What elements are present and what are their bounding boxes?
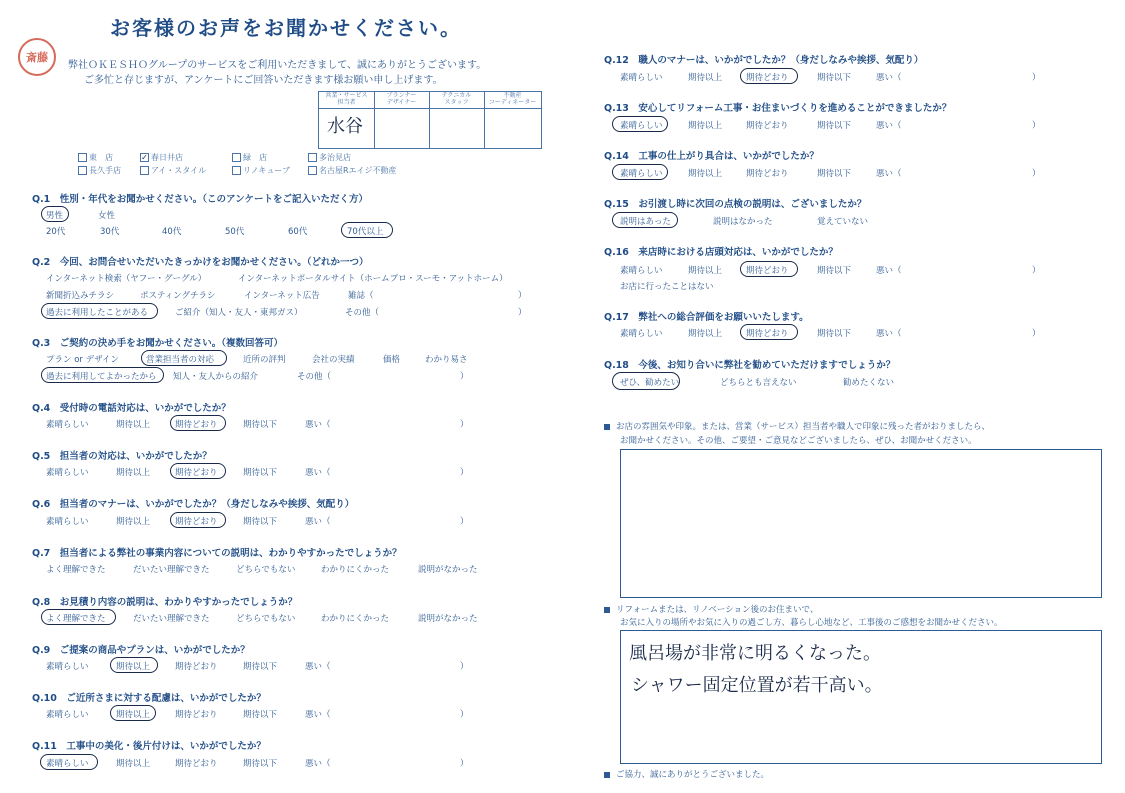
page-title: お客様のお声をお聞かせください。 (110, 16, 462, 40)
q4-selection-mark (170, 415, 226, 431)
store-kasugai: ✓ 春日井店 (141, 153, 183, 162)
q11-option-above[interactable]: 期待以上 (116, 759, 151, 769)
q2-option-web-ad[interactable]: インターネット広告 (244, 291, 320, 301)
q9-bad-close: ） (460, 662, 469, 672)
q16-bad-close: ） (1032, 266, 1041, 276)
q18-option-neutral[interactable]: どちらとも言えない (720, 378, 797, 388)
q7-option-understood[interactable]: よく理解できた (46, 565, 106, 575)
q14-option-bad[interactable]: 悪い（ (876, 169, 902, 179)
q2-option-past-use[interactable]: 過去に利用したことがある (46, 308, 149, 318)
q18-option-not-recommend[interactable]: 勧めたくない (843, 378, 895, 388)
q5-selection-mark (170, 463, 226, 479)
q1-option-female[interactable]: 女性 (98, 211, 116, 221)
q1-option-male[interactable]: 男性 (46, 211, 64, 221)
q7-option-unclear[interactable]: わかりにくかった (321, 565, 390, 575)
q11-selection-mark (40, 754, 98, 770)
q16-option-excellent[interactable]: 素晴らしい (620, 266, 663, 276)
question-10: Q.10 ご近所さまに対する配慮は、いかがでしたか？ (32, 693, 266, 704)
q10-option-above[interactable]: 期待以上 (116, 710, 151, 720)
q6-option-bad[interactable]: 悪い（ (305, 517, 331, 527)
question-17: Q.17 弊社への総合評価をお願いいたします。 (604, 312, 809, 323)
question-13: Q.13 安心してリフォーム工事・お住まいづくりを進めることができましたか？ (604, 103, 952, 114)
q4-option-above[interactable]: 期待以上 (116, 420, 151, 430)
q10-option-excellent[interactable]: 素晴らしい (46, 710, 89, 720)
q13-option-bad[interactable]: 悪い（ (876, 121, 902, 131)
q13-option-excellent[interactable]: 素晴らしい (620, 121, 663, 131)
question-12: Q.12 職人のマナーは、いかがでしたか？（身だしなみや挨拶、気配り） (604, 55, 924, 66)
q6-bad-close: ） (460, 517, 469, 527)
q6-option-excellent[interactable]: 素晴らしい (46, 517, 89, 527)
q13-option-as-expected[interactable]: 期待どおり (746, 121, 789, 131)
staff-table (318, 91, 542, 149)
q9-option-as-expected[interactable]: 期待どおり (175, 662, 218, 672)
q3-selection-mark-2 (41, 367, 164, 383)
q5-option-bad[interactable]: 悪い（ (305, 468, 331, 478)
q9-option-excellent[interactable]: 素晴らしい (46, 662, 89, 672)
q11-option-below[interactable]: 期待以下 (243, 759, 278, 769)
q1-option-40s[interactable]: 40代 (162, 227, 182, 237)
q3-option-clarity[interactable]: わかり易さ (425, 355, 468, 365)
q4-option-below[interactable]: 期待以下 (243, 420, 278, 430)
q10-option-bad[interactable]: 悪い（ (305, 710, 331, 720)
comment-prompt-2b: お気に入りの場所やお気に入りの過ごし方、暮らし心地など、工事後のご感想をお聞かせください。 (620, 618, 1003, 628)
q10-selection-mark (110, 705, 156, 721)
q10-option-as-expected[interactable]: 期待どおり (175, 710, 218, 720)
q16-option-above[interactable]: 期待以上 (688, 266, 723, 276)
q3-option-sales-rep[interactable]: 営業担当者の対応 (146, 355, 215, 365)
q14-option-excellent[interactable]: 素晴らしい (620, 169, 663, 179)
question-11: Q.11 工事中の美化・後片付けは、いかがでしたか？ (32, 741, 266, 752)
q6-option-below[interactable]: 期待以下 (243, 517, 278, 527)
q18-selection-mark (612, 372, 680, 390)
q2-option-magazine[interactable]: 雑誌（ (348, 291, 374, 301)
q13-selection-mark (612, 116, 668, 132)
question-3: Q.3 ご契約の決め手をお聞かせください。（複数回答可） (32, 338, 284, 349)
q3-other-close: ） (460, 372, 469, 382)
q8-option-none[interactable]: 説明がなかった (418, 614, 478, 624)
q2-option-posting[interactable]: ポスティングチラシ (140, 291, 216, 301)
q5-option-above[interactable]: 期待以上 (116, 468, 151, 478)
q14-bad-close: ） (1032, 169, 1041, 179)
question-5: Q.5 担当者の対応は、いかがでしたか？ (32, 451, 212, 462)
intro-line-1: 弊社ＯＫＥＳＨＯグループのサービスをご利用いただきまして、誠にありがとうございます。 (68, 60, 487, 71)
q16-option-below[interactable]: 期待以下 (817, 266, 852, 276)
store-nagakute: 長久手店 (78, 165, 121, 176)
q12-option-below[interactable]: 期待以下 (817, 73, 852, 83)
q15-option-dont-remember[interactable]: 覚えていない (817, 217, 869, 227)
q9-option-above[interactable]: 期待以上 (116, 662, 151, 672)
q8-option-understood[interactable]: よく理解できた (46, 614, 106, 624)
q3-option-track-record[interactable]: 会社の実績 (312, 355, 355, 365)
q16-option-never-visited[interactable]: お店に行ったことはない (620, 282, 714, 292)
q10-option-below[interactable]: 期待以下 (243, 710, 278, 720)
q2-option-flyer[interactable]: 新聞折込みチラシ (46, 291, 115, 301)
q3-option-price[interactable]: 価格 (383, 355, 401, 365)
q11-bad-close: ） (460, 759, 469, 769)
question-4: Q.4 受付時の電話対応は、いかがでしたか？ (32, 403, 231, 414)
q1-option-60s[interactable]: 60代 (288, 227, 308, 237)
q10-bad-close: ） (460, 710, 469, 720)
comment-prompt-2a: リフォームまたは、リノベーション後のお住まいで、 (604, 603, 818, 615)
q2-selection-mark (41, 303, 158, 319)
q16-selection-mark (740, 261, 798, 277)
q15-option-not-explained[interactable]: 説明はなかった (713, 217, 773, 227)
q16-option-as-expected[interactable]: 期待どおり (746, 266, 789, 276)
q11-option-bad[interactable]: 悪い（ (305, 759, 331, 769)
comment-box-2[interactable] (620, 630, 1102, 764)
q12-option-as-expected[interactable]: 期待どおり (746, 73, 789, 83)
q2-magazine-close: ） (518, 291, 527, 301)
q4-option-as-expected[interactable]: 期待どおり (175, 420, 218, 430)
q3-option-other[interactable]: その他（ (297, 372, 332, 382)
q5-option-excellent[interactable]: 素晴らしい (46, 468, 89, 478)
question-2: Q.2 今回、お問合せいただいたきっかけをお聞かせください。（どれか一つ） (32, 257, 369, 268)
q17-option-bad[interactable]: 悪い（ (876, 329, 902, 339)
q2-option-other[interactable]: その他（ (345, 308, 380, 318)
q12-option-above[interactable]: 期待以上 (688, 73, 723, 83)
q2-option-referral[interactable]: ご紹介（知人・友人・東邦ガス） (175, 308, 303, 318)
store-midori: 緑 店 (232, 152, 267, 163)
q12-bad-close: ） (1032, 73, 1041, 83)
q6-option-above[interactable]: 期待以上 (116, 517, 151, 527)
staff-name-handwritten: 水谷 (327, 116, 363, 137)
q1-option-30s[interactable]: 30代 (100, 227, 120, 237)
q8-option-neither[interactable]: どちらでもない (236, 614, 296, 624)
q13-option-above[interactable]: 期待以上 (688, 121, 723, 131)
q12-option-bad[interactable]: 悪い（ (876, 73, 902, 83)
q16-option-bad[interactable]: 悪い（ (876, 266, 902, 276)
q5-bad-close: ） (460, 468, 469, 478)
store-nagoya-r-age: 名古屋Rエイジ不動産 (308, 165, 397, 176)
q17-option-above[interactable]: 期待以上 (688, 329, 723, 339)
intro-line-2: ご多忙と存じますが、アンケートにご回答いただきます様お願い申し上げます。 (84, 75, 443, 86)
q12-selection-mark (740, 68, 798, 84)
question-8: Q.8 お見積り内容の説明は、わかりやすかったでしょうか？ (32, 597, 298, 608)
handwritten-comment-line-2: シャワー固定位置が若干高い。 (631, 675, 883, 696)
q1-selection-mark (41, 206, 69, 222)
q14-option-below[interactable]: 期待以下 (817, 169, 852, 179)
q9-option-below[interactable]: 期待以下 (243, 662, 278, 672)
q14-selection-mark (612, 164, 668, 180)
q3-selection-mark-1 (141, 350, 227, 366)
q3-option-reputation[interactable]: 近所の評判 (243, 355, 286, 365)
comment-prompt-1a: お店の雰囲気や印象。または、営業（サービス）担当者や職人で印象に残った者がおりましたら、 (604, 420, 990, 432)
store-istyle: アイ・スタイル (140, 165, 206, 176)
q9-option-bad[interactable]: 悪い（ (305, 662, 331, 672)
q6-selection-mark (170, 512, 226, 528)
question-9: Q.9 ご提案の商品やプランは、いかがでしたか？ (32, 645, 250, 656)
q1-option-70s-plus[interactable]: 70代以上 (347, 227, 384, 237)
q4-option-bad[interactable]: 悪い（ (305, 420, 331, 430)
q6-option-as-expected[interactable]: 期待どおり (175, 517, 218, 527)
q17-option-as-expected[interactable]: 期待どおり (746, 329, 789, 339)
q8-selection-mark (41, 609, 116, 625)
q11-option-as-expected[interactable]: 期待どおり (175, 759, 218, 769)
q2-option-search[interactable]: インターネット検索（ヤフー・グーグル） (46, 274, 207, 284)
q12-option-excellent[interactable]: 素晴らしい (620, 73, 663, 83)
q11-option-excellent[interactable]: 素晴らしい (46, 759, 89, 769)
q17-selection-mark (740, 324, 798, 340)
staff-header-planner: プランナー デザイナー (386, 92, 417, 106)
q7-option-neither[interactable]: どちらでもない (236, 565, 296, 575)
staff-header-technical: テクニカル スタッフ (441, 92, 472, 106)
staff-header-realestate: 不動産 コーディネーター (488, 92, 537, 106)
thanks-message: ご協力、誠にありがとうございました。 (604, 768, 769, 780)
q7-option-none[interactable]: 説明がなかった (418, 565, 478, 575)
q1-option-50s[interactable]: 50代 (225, 227, 245, 237)
q3-option-past-good[interactable]: 過去に利用してよかったから (46, 372, 157, 382)
q14-option-as-expected[interactable]: 期待どおり (746, 169, 789, 179)
q3-option-acquaintance[interactable]: 知人・友人からの紹介 (173, 372, 259, 382)
handwritten-comment-line-1: 風呂場が非常に明るくなった。 (629, 643, 881, 664)
q3-option-plan-design[interactable]: プラン or デザイン (46, 355, 120, 365)
q18-option-recommend[interactable]: ぜひ、勧めたい (620, 378, 680, 388)
store-higashi: 東 店 (78, 152, 113, 163)
q17-option-excellent[interactable]: 素晴らしい (620, 329, 663, 339)
question-15: Q.15 お引渡し時に次回の点検の説明は、ございましたか？ (604, 199, 867, 210)
q2-other-close: ） (518, 308, 527, 318)
comment-box-1[interactable] (620, 449, 1102, 598)
q14-option-above[interactable]: 期待以上 (688, 169, 723, 179)
question-16: Q.16 来店時における店頭対応は、いかがでしたか？ (604, 247, 838, 258)
q4-option-excellent[interactable]: 素晴らしい (46, 420, 89, 430)
q2-option-portal[interactable]: インターネットポータルサイト（ホームプロ・スーモ・アットホーム） (238, 274, 508, 284)
q1-age-selection-mark (341, 222, 393, 238)
q15-option-explained[interactable]: 説明はあった (620, 217, 671, 227)
q15-selection-mark (612, 212, 678, 228)
q5-option-as-expected[interactable]: 期待どおり (175, 468, 218, 478)
store-renocube: リノキューブ (232, 165, 290, 176)
q5-option-below[interactable]: 期待以下 (243, 468, 278, 478)
q8-option-mostly[interactable]: だいたい理解できた (133, 614, 210, 624)
q4-bad-close: ） (460, 420, 469, 430)
seal-stamp: 斎藤 (18, 38, 56, 76)
comment-prompt-1b: お聞かせください。その他、ご要望・ご意見などございましたら、ぜひ、お聞かせください。 (620, 436, 977, 446)
q17-bad-close: ） (1032, 329, 1041, 339)
question-14: Q.14 工事の仕上がり具合は、いかがでしたか？ (604, 151, 819, 162)
q8-option-unclear[interactable]: わかりにくかった (321, 614, 390, 624)
q13-bad-close: ） (1032, 121, 1041, 131)
q17-option-below[interactable]: 期待以下 (817, 329, 852, 339)
question-1: Q.1 性別・年代をお聞かせください。（このアンケートをご記入いただく方） (32, 194, 368, 205)
question-7: Q.7 担当者による弊社の事業内容についての説明は、わかりやすかったでしょうか？ (32, 548, 402, 559)
staff-header-sales: 営業・サービス 担当者 (325, 92, 368, 106)
q13-option-below[interactable]: 期待以下 (817, 121, 852, 131)
q7-option-mostly[interactable]: だいたい理解できた (133, 565, 210, 575)
store-tajimi: 多治見店 (308, 152, 351, 163)
q9-selection-mark (110, 657, 158, 673)
question-18: Q.18 今後、お知り合いに弊社を勧めていただけますでしょうか？ (604, 360, 896, 371)
question-6: Q.6 担当者のマナーは、いかがでしたか？（身だしなみや挨拶、気配り） (32, 499, 355, 510)
q1-option-20s[interactable]: 20代 (46, 227, 66, 237)
